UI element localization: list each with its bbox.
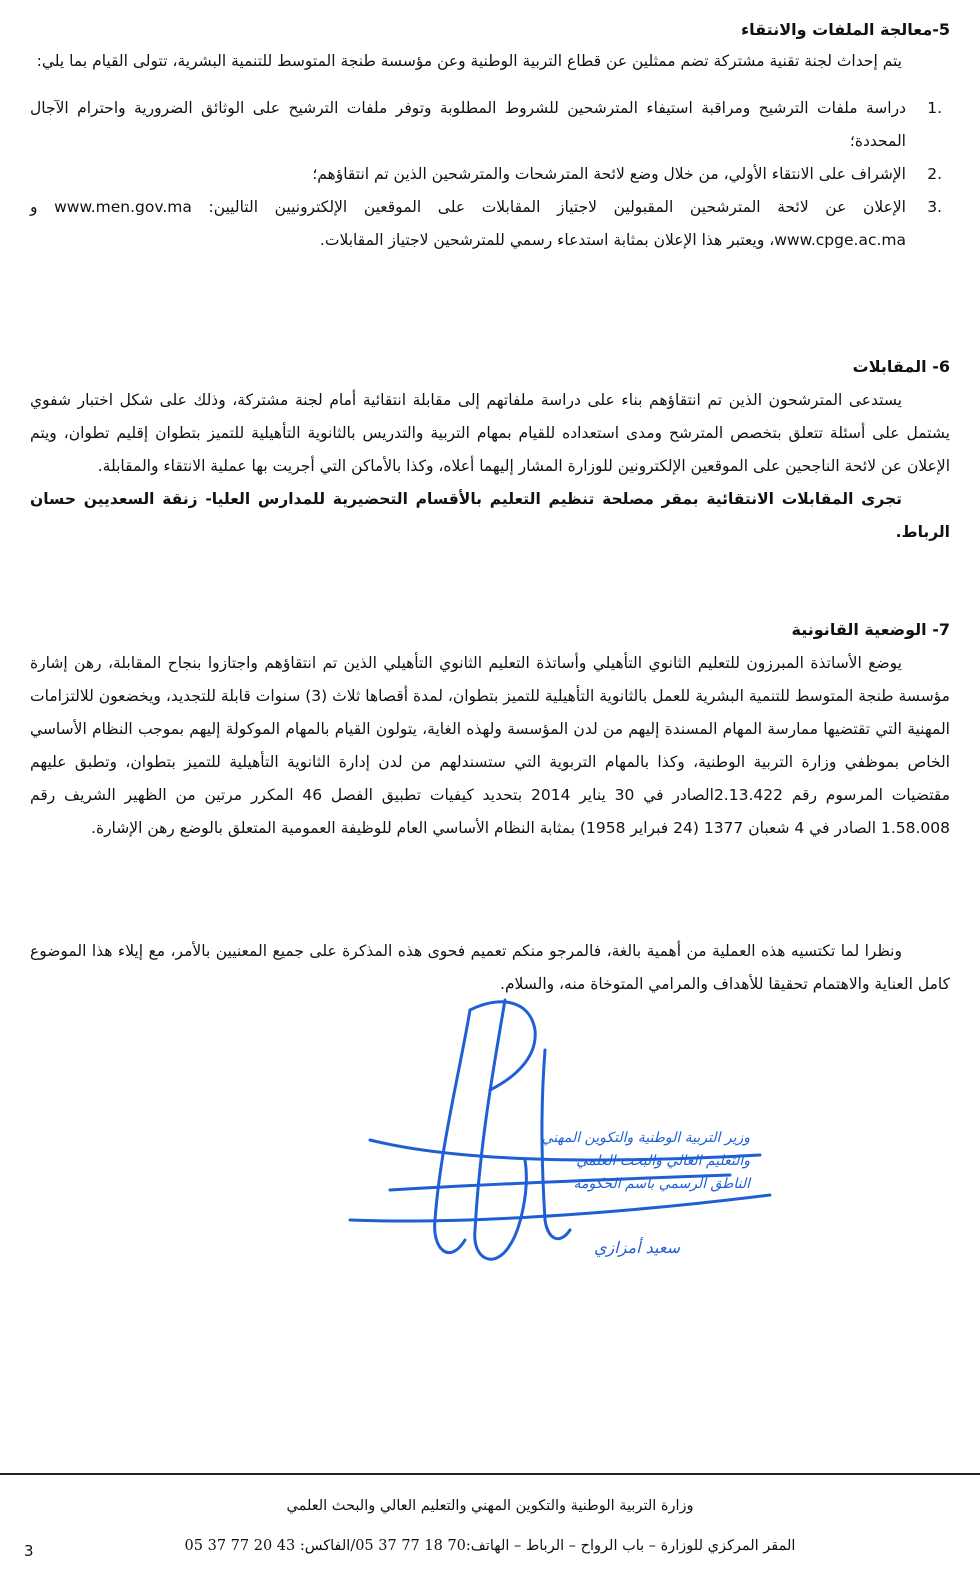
section-legal-status [30, 620, 950, 845]
section-7-paragraph: يوضع الأساتذة المبرزون للتعليم الثانوي التأهيلي وأساتذة التعليم الثانوي التأهيلي الذين تم انتقاؤهم واجتازوا بنجاح المقابلة، رهن إشارة مؤسسة طنجة المتوسط للتنمية البشرية للعمل بالثانوية التأهيلية للتميز بتطوان، لمدة أقصاها ثلاث (3) سنوات قابلة للتجديد، ويخضعون للالتزامات المهنية التي تقتضيها ممارسة المهام المسندة إليهم من لدن المؤسسة ولهذه الغاية، يتولون القيام بالمهام الموكولة إليهم بموجب النظام الأساسي الخاص بموظفي وزارة التربية الوطنية، وكذا بالمهام التربوية التي ستسندلهم من لدن إدارة الثانوية التأهيلية للتميز بتطوان، وتطبق عليهم مقتضيات المرسوم رقم 2.13.422الصادر في 30 يناير 2014 بتحديد كيفيات تطبيق الفصل 46 المكرر مرتين من الظهير الشريف رقم 1.58.008 الصادر في 4 شعبان 1377 (24 فبراير 1958) بمثابة النظام الأساسي العام للوظيفة العمومية المتعلق بالوضع رهن الإشارة. [30, 654, 951, 837]
url-cpge[interactable]: www.cpge.ac.ma [774, 231, 906, 249]
footer-divider [0, 1473, 980, 1475]
signatory-name: سعيد أمزازي [594, 1238, 680, 1257]
section-7-title: 7- الوضعية القانونية [791, 620, 950, 639]
stamp-line-2: والتعليم العالي والبحث العلمي [576, 1153, 750, 1169]
document-page [30, 0, 950, 1569]
conjunction: و [30, 198, 38, 216]
signature-block [330, 990, 790, 1290]
list-item-number: .1 [927, 99, 942, 117]
section-interviews [30, 357, 950, 549]
section-file-processing [30, 20, 950, 257]
footer [0, 1486, 980, 1566]
list-item-number: .2 [927, 165, 942, 183]
list-item-text: الإعلان عن لائحة المترشحين المقبولين لاجتياز المقابلات على الموقعين الإلكترونيين التاليين: [208, 198, 906, 216]
section-6-paragraph: يستدعى المترشحون الذين تم انتقاؤهم بناء على دراسة ملفاتهم إلى مقابلة انتقائية أمام لجنة مشتركة، وذلك على شكل اختبار شفوي يشتمل على أسئلة تتعلق بتخصص المترشح ومدى استعداده للقيام بمهام التربية والتدريس بالثانوية التأهيلية للتميز بتطوان إقليم تطوان، ويتم الإعلان عن لائحة الناجحين على الموقعين الإلكترونين للوزارة المشار إليهما أعلاه، وكذا بالأماكن التي أجريت بها عملية الانتقاء والمقابلة. [30, 391, 950, 475]
page-number: 3 [24, 1542, 34, 1560]
section-5-list [30, 92, 950, 257]
section-5-intro: يتم إحداث لجنة تقنية مشتركة تضم ممثلين عن قطاع التربية الوطنية وعن مؤسسة طنجة المتوسط للتنمية البشرية، تتولى القيام بما يلي: [36, 52, 902, 70]
list-item [30, 158, 942, 191]
closing-paragraph: ونظرا لما تكتسيه هذه العملية من أهمية بالغة، فالمرجو منكم تعميم فحوى هذه المذكرة على جميع المعنيين بالأمر، مع إيلاء هذا الموضوع كامل العناية والاهتمام تحقيقا للأهداف والمرامي المتوخاة منه، والسلام. [30, 942, 950, 993]
list-item-text: الإشراف على الانتقاء الأولي، من خلال وضع لائحة المترشحات والمترشحين الذين تم انتقاؤهم؛ [312, 165, 906, 183]
section-5-title: 5-معالجة الملفات والانتقاء [740, 20, 950, 39]
list-item-text: دراسة ملفات الترشيح ومراقبة استيفاء المترشحين للشروط المطلوبة وتوفر ملفات الترشيح على الوثائق الضرورية واحترام الآجال المحددة؛ [30, 99, 906, 150]
section-6-title: 6- المقابلات [852, 357, 950, 376]
footer-address: المقر المركزي للوزارة – باب الرواح – الرباط – الهاتف:70 18 77 37 05/الفاكس: 43 20 77 37 05 [184, 1538, 796, 1554]
footer-ministry: وزارة التربية الوطنية والتكوين المهني والتعليم العالي والبحث العلمي [286, 1498, 694, 1514]
section-6-venue: تجرى المقابلات الانتقائية بمقر مصلحة تنظيم التعليم بالأقسام التحضيرية للمدارس العليا- زنقة السعديين حسان الرباط. [30, 490, 950, 541]
list-item-text-after: ، ويعتبر هذا الإعلان بمثابة استدعاء رسمي للمترشحين لاجتياز المقابلات. [319, 231, 775, 249]
url-men[interactable]: www.men.gov.ma [54, 198, 192, 216]
list-item [30, 92, 942, 158]
stamp-line-1: وزير التربية الوطنية والتكوين المهني [541, 1130, 750, 1146]
list-item-number: .3 [927, 198, 942, 216]
stamp-line-3: الناطق الرسمي باسم الحكومة [573, 1176, 750, 1192]
list-item [30, 191, 942, 257]
